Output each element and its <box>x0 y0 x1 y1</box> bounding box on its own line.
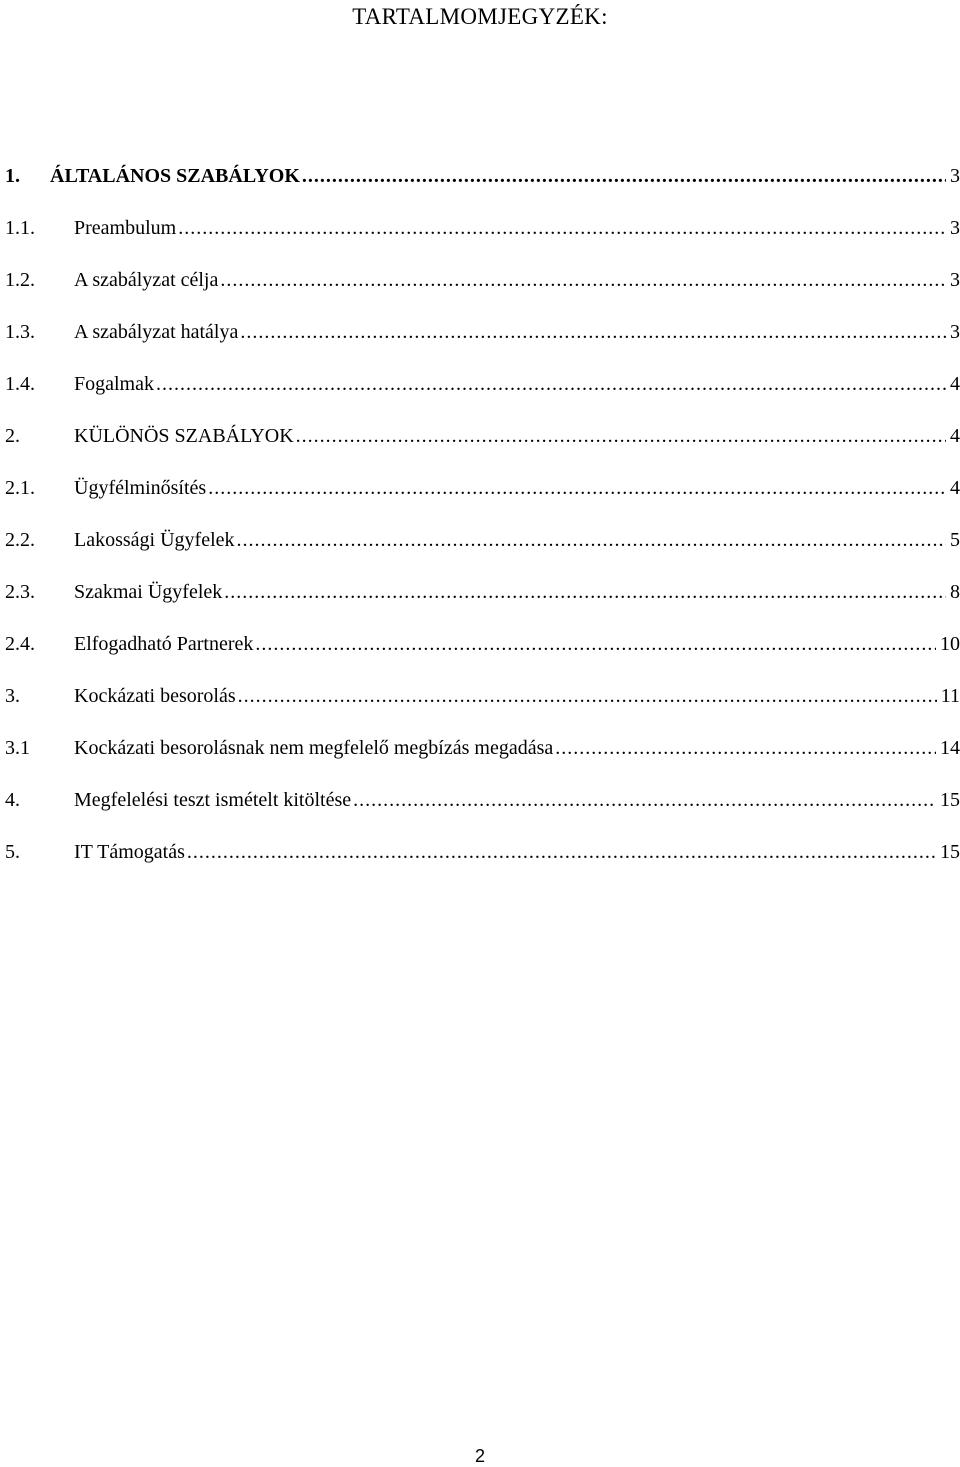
toc-entry-1-4[interactable] <box>5 368 960 400</box>
toc-dot-leader <box>208 472 946 504</box>
toc-entry-2-3[interactable] <box>5 576 960 608</box>
toc-heading: TARTALMOMJEGYZÉK: <box>352 4 608 29</box>
toc-entry-title: Fogalmak <box>74 373 154 395</box>
toc-entry-number: 2.2. <box>5 529 35 551</box>
toc-dot-leader <box>178 212 946 244</box>
toc-entry-page: 3 <box>950 321 960 343</box>
toc-entry-2-2[interactable] <box>5 524 960 556</box>
toc-entry-title: Megfelelési teszt ismételt kitöltése <box>74 789 352 811</box>
toc-entry-title: IT Támogatás <box>74 841 185 863</box>
toc-entry-title: Kockázati besorolás <box>74 685 236 707</box>
toc-entry-3[interactable] <box>5 680 960 712</box>
toc-dot-leader <box>255 628 936 660</box>
toc-entry-title: Szakmai Ügyfelek <box>74 581 223 603</box>
toc-dot-leader <box>555 732 936 764</box>
toc-entry-title: Lakossági Ügyfelek <box>74 529 235 551</box>
toc-entry-page: 5 <box>950 529 960 551</box>
toc-entry-5[interactable] <box>5 836 960 868</box>
toc-dot-leader <box>237 524 946 556</box>
toc-entry-page: 15 <box>940 841 960 863</box>
toc-entry-1-1[interactable] <box>5 212 960 244</box>
toc-entry-page: 4 <box>950 477 960 499</box>
toc-entry-title: A szabályzat hatálya <box>74 321 239 343</box>
toc-entry-number: 3. <box>5 685 20 707</box>
toc-dot-leader <box>156 368 946 400</box>
toc-entry-page: 14 <box>940 737 960 759</box>
toc-dot-leader <box>238 680 937 712</box>
toc-dot-leader <box>240 316 946 348</box>
toc-entry-1-2[interactable] <box>5 264 960 296</box>
toc-entry-3-1[interactable] <box>5 732 960 764</box>
toc-entry-1-3[interactable] <box>5 316 960 348</box>
toc-dot-leader <box>302 160 946 192</box>
toc-entry-page: 4 <box>950 425 960 447</box>
toc-entry-number: 1.2. <box>5 269 35 291</box>
toc-entry-number: 2.1. <box>5 477 35 499</box>
toc-dot-leader <box>220 264 946 296</box>
toc-entry-4[interactable] <box>5 784 960 816</box>
toc-entry-page: 3 <box>950 269 960 291</box>
toc-entry-number: 1.1. <box>5 217 35 239</box>
toc-entry-number: 1.3. <box>5 321 35 343</box>
toc-dot-leader <box>224 576 946 608</box>
toc-entry-title: Ügyfélminősítés <box>74 477 207 499</box>
toc-entry-title: KÜLÖNÖS SZABÁLYOK <box>74 425 294 447</box>
toc-entry-number: 5. <box>5 841 20 863</box>
toc-dot-leader <box>187 836 936 868</box>
toc-entry-number: 1.4. <box>5 373 35 395</box>
toc-entry-title: Preambulum <box>74 217 177 239</box>
toc-entry-number: 4. <box>5 789 20 811</box>
toc-entry-page: 8 <box>950 581 960 603</box>
toc-entry-2[interactable] <box>5 420 960 452</box>
toc-entry-title: ÁLTALÁNOS SZABÁLYOK <box>50 165 300 187</box>
toc-entry-number: 1. <box>5 165 20 187</box>
toc-entry-number: 3.1 <box>5 737 30 759</box>
toc-entry-2-1[interactable] <box>5 472 960 504</box>
toc-entry-page: 3 <box>950 165 960 187</box>
toc-entry-title: A szabályzat célja <box>74 269 219 291</box>
toc-entry-number: 2.3. <box>5 581 35 603</box>
toc-entry-page: 10 <box>940 633 960 655</box>
toc-dot-leader <box>296 420 946 452</box>
page-number: 2 <box>474 1446 485 1466</box>
toc-entry-page: 4 <box>950 373 960 395</box>
toc-entry-title: Elfogadható Partnerek <box>74 633 254 655</box>
toc-entry-number: 2.4. <box>5 633 35 655</box>
toc-entry-2-4[interactable] <box>5 628 960 660</box>
toc-entry-number: 2. <box>5 425 20 447</box>
toc-entry-title: Kockázati besorolásnak nem megfelelő megbízás megadása <box>74 737 554 759</box>
toc-entry-1[interactable] <box>5 160 960 192</box>
toc-entry-page: 11 <box>940 685 960 707</box>
table-of-contents <box>5 160 960 868</box>
toc-entry-page: 3 <box>950 217 960 239</box>
toc-dot-leader <box>353 784 936 816</box>
toc-entry-page: 15 <box>940 789 960 811</box>
